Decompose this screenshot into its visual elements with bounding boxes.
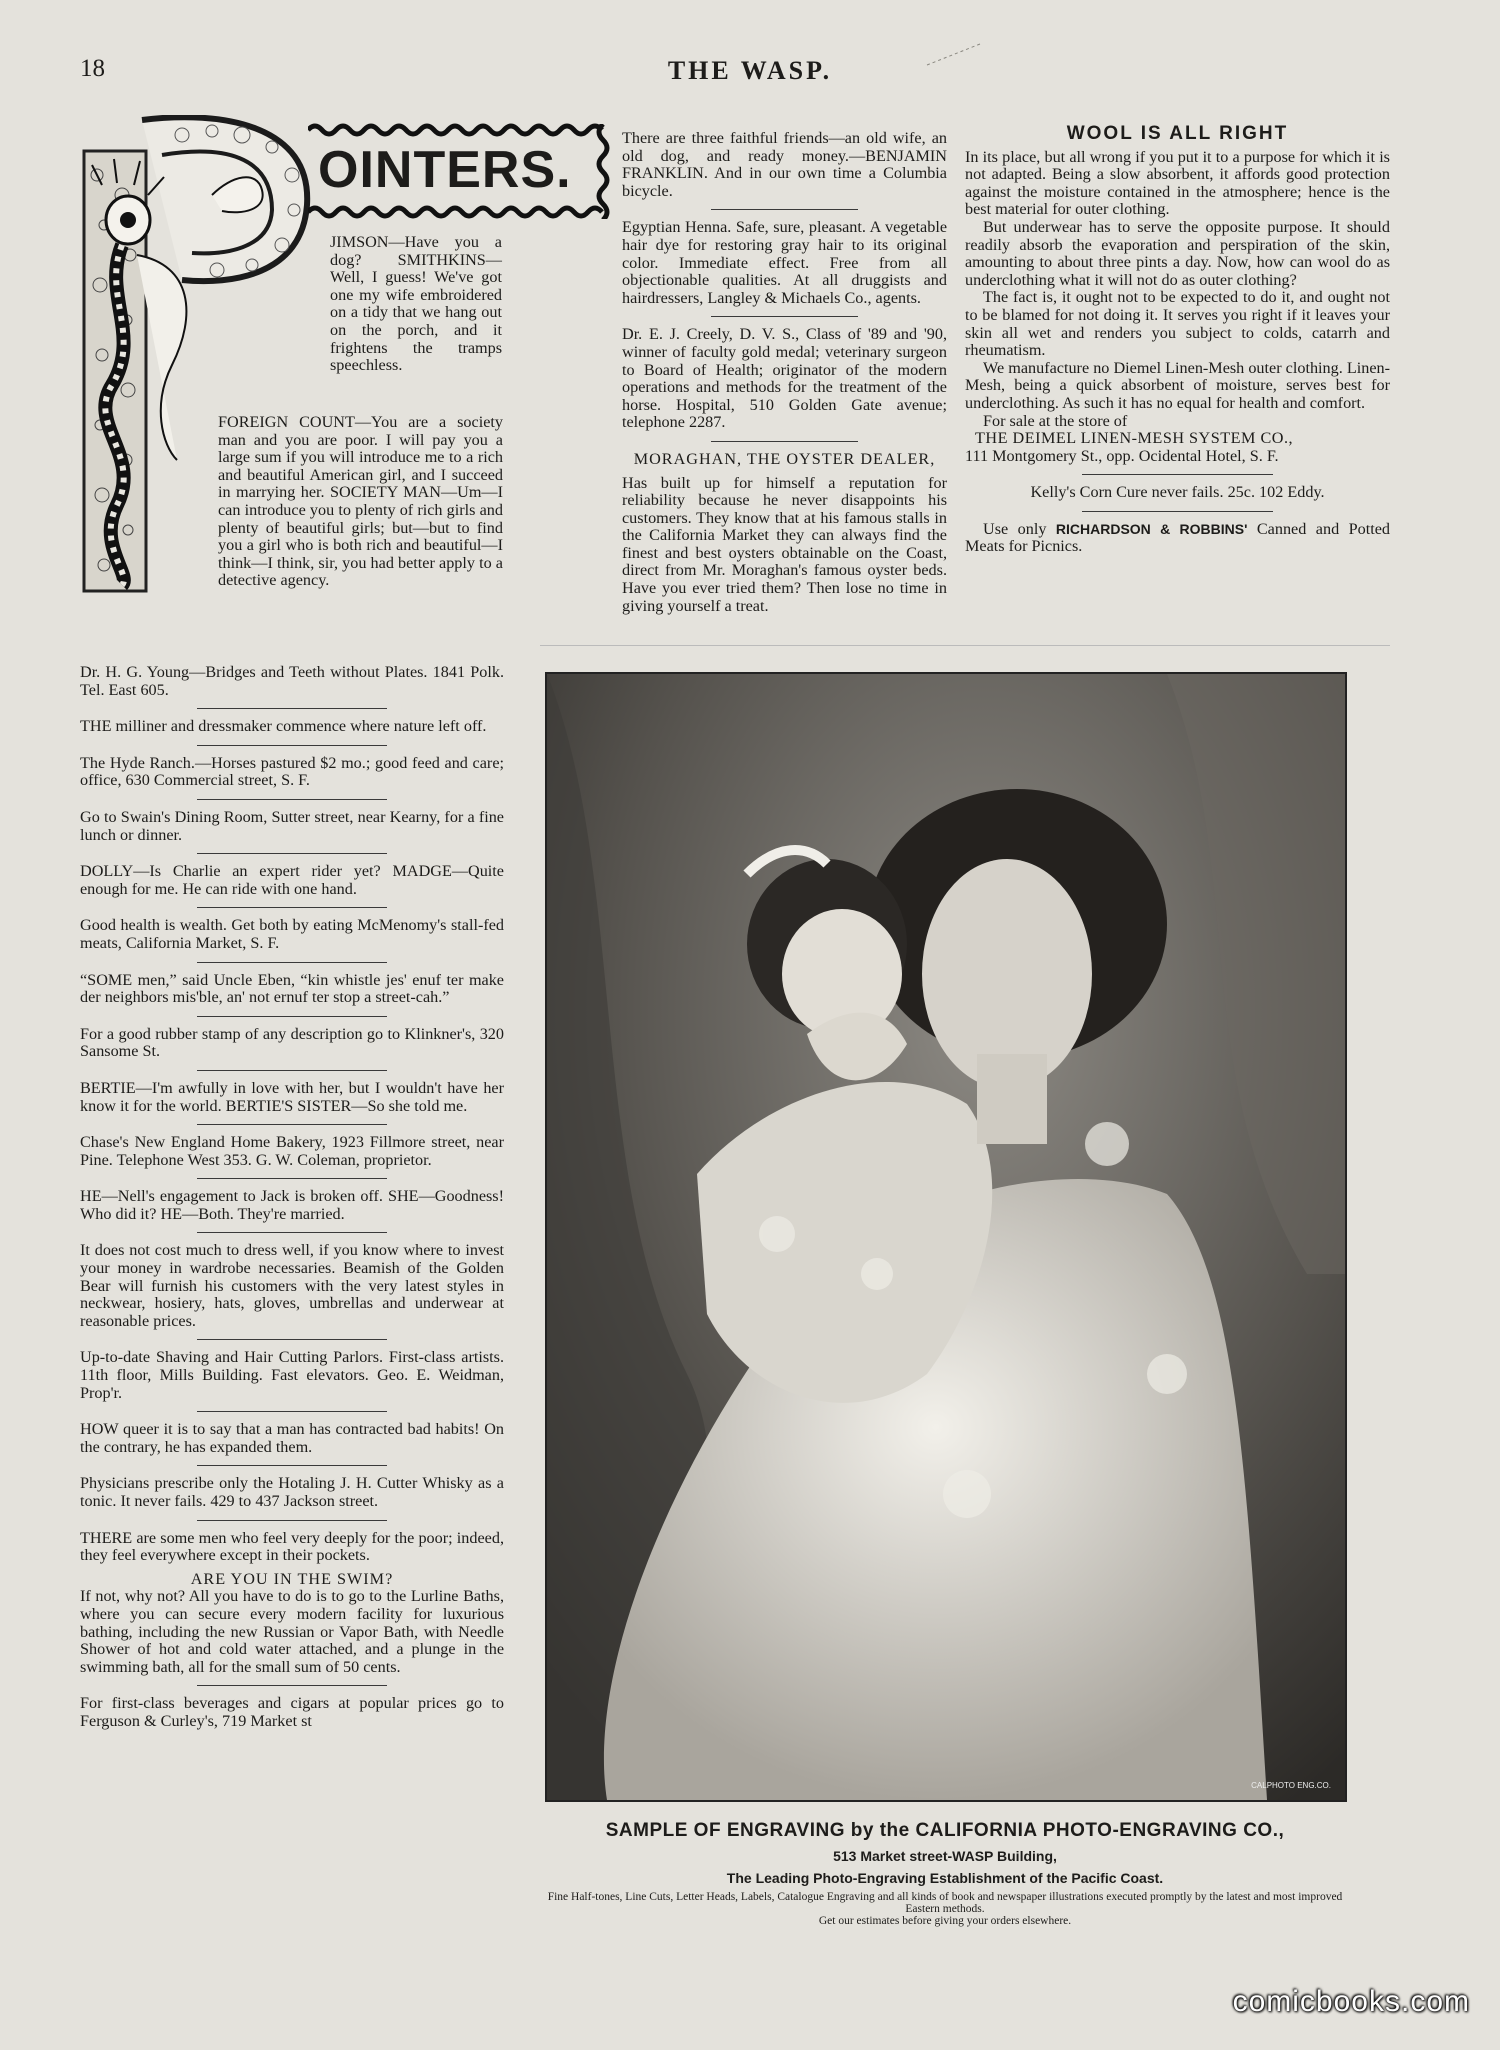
list-item: Go to Swain's Dining Room, Sutter street, near Kearny, for a fine lunch or dinner. bbox=[80, 807, 504, 844]
list-item: Good health is wealth. Get both by eating McMenomy's stall-fed meats, California Market, S. F. bbox=[80, 916, 504, 952]
friends-quote: There are three faithful friends—an old wife, an old dog, and ready money.—BENJAMIN FRANKLIN. And in our own time a Columbia bicycle. bbox=[622, 129, 947, 200]
left-column bbox=[80, 664, 504, 1731]
wave-border-side bbox=[594, 124, 612, 219]
divider bbox=[197, 1124, 388, 1125]
moraghan-heading: MORAGHAN, THE OYSTER DEALER, bbox=[633, 449, 936, 468]
list-item: THE milliner and dressmaker commence where nature left off. bbox=[80, 717, 487, 736]
divider bbox=[197, 1070, 388, 1071]
divider bbox=[197, 907, 388, 908]
wool-paragraph: In its place, but all wrong if you put it to a purpose for which it is not adapted. Being a slow absorbent, it affords good protection against the moisture contained in the atmosphere; hence is the best material for outer clothing. bbox=[965, 147, 1390, 219]
middle-column bbox=[622, 130, 947, 615]
wool-paragraph: But underwear has to serve the opposite purpose. It should readily absorb the evaporation and perspiration of the skin, amounting to about three pints a day. Now, how can wool do as underclothing what it will not do as outer clothing? bbox=[965, 217, 1390, 289]
divider bbox=[197, 1016, 388, 1017]
watermark: comicbooks.com bbox=[1232, 1985, 1470, 2018]
pointers-title-block bbox=[318, 128, 608, 200]
engraving-ad-address: 513 Market street-WASP Building, bbox=[833, 1848, 1057, 1864]
richardson-post: Canned and Potted Meats for Picnics. bbox=[965, 519, 1390, 556]
divider bbox=[197, 853, 388, 854]
divider bbox=[197, 745, 388, 746]
wool-heading: WOOL IS ALL RIGHT bbox=[1066, 123, 1289, 144]
list-item: HE—Nell's engagement to Jack is broken off. SHE—Goodness! Who did it? HE—Both. They're married. bbox=[80, 1187, 504, 1223]
divider bbox=[197, 1520, 388, 1521]
wave-border-top bbox=[308, 120, 608, 140]
divider bbox=[197, 962, 388, 963]
list-item: The Hyde Ranch.—Horses pastured $2 mo.; good feed and care; office, 630 Commercial street, S. F. bbox=[80, 753, 504, 790]
divider bbox=[197, 1232, 388, 1233]
swim-heading: ARE YOU IN THE SWIM? bbox=[190, 1569, 394, 1588]
list-item: For a good rubber stamp of any description go to Klinkner's, 320 Sansome St. bbox=[80, 1024, 504, 1061]
engraving-ad-estimates: Get our estimates before giving your orders elsewhere. bbox=[818, 1915, 1072, 1927]
ink-smudge bbox=[925, 40, 985, 70]
wave-border-bottom bbox=[308, 202, 608, 222]
jimson-joke: JIMSON—Have you a dog? SMITHKINS—Well, I guess! We've got one my wife embroidered on a tidy that we hang out on the porch, and it frightens the tramps speechless. bbox=[330, 233, 502, 375]
divider bbox=[197, 1178, 388, 1179]
right-column bbox=[965, 125, 1390, 556]
page-number: 18 bbox=[80, 55, 105, 82]
richardson-pre: Use only bbox=[983, 519, 1047, 538]
wool-paragraph: For sale at the store of bbox=[983, 411, 1128, 430]
masthead-title: THE WASP. bbox=[667, 56, 833, 85]
engraving-ad bbox=[545, 1820, 1345, 1927]
divider bbox=[197, 1465, 388, 1466]
divider bbox=[197, 1685, 388, 1686]
henna-ad: Egyptian Henna. Safe, sure, pleasant. A vegetable hair dye for restoring gray hair to its original color. Immediate effect. Free from all objectionable qualities. At all druggists and hairdressers, Langley & Michaels Co., agents. bbox=[622, 218, 947, 307]
divider bbox=[711, 209, 857, 210]
richardson-brand: RICHARDSON & ROBBINS' bbox=[1055, 520, 1248, 537]
ferguson-ad: For first-class beverages and cigars at popular prices go to Ferguson & Curley's, 719 Market st bbox=[80, 1694, 504, 1730]
section-divider bbox=[540, 645, 1390, 646]
divider bbox=[197, 708, 388, 709]
list-item: Dr. H. G. Young—Bridges and Teeth without Plates. 1841 Polk. Tel. East 605. bbox=[80, 663, 504, 699]
list-item: It does not cost much to dress well, if you know where to invest your money in wardrobe necessaries. Beamish of the Golden Bear will furnish his customers with the very latest styles in neckwear, hosiery, hats, gloves, umbrellas and underwear at reasonable prices. bbox=[80, 1241, 504, 1330]
kelly-ad: Kelly's Corn Cure never fails. 25c. 102 Eddy. bbox=[1030, 483, 1325, 502]
foreign-count-joke: FOREIGN COUNT—You are a society man and you are poor. I will pay you a large sum if you will introduce me to a rich and beautiful American girl, and I succeed in marrying her. SOCIETY MAN—Um—I can introduce you to plenty of rich girls and plenty of beautiful girls; but—but to find you a girl who is both rich and beautiful—I think—I think, sir, you had better apply to a detective agency. bbox=[218, 413, 503, 590]
engraving-ad-tagline: The Leading Photo-Engraving Establishment of the Pacific Coast. bbox=[726, 1870, 1164, 1886]
list-item: HOW queer it is to say that a man has contracted bad habits! On the contrary, he has expanded them. bbox=[80, 1420, 504, 1456]
wool-paragraph: We manufacture no Diemel Linen-Mesh outer clothing. Linen-Mesh, being a quick absorbent of moisture, serves best for underclothing. As such it has no equal for health and comfort. bbox=[965, 358, 1390, 412]
moraghan-body: Has built up for himself a reputation for reliability because he never disappoints his customers. They know that at his famous stalls in the California Market they can always find the finest and best oysters obtainable on the Coast, direct from Mr. Moraghan's famous oyster beds. Have you ever tried them? Then lose no time in giving yourself a treat. bbox=[622, 473, 947, 615]
creely-ad: Dr. E. J. Creely, D. V. S., Class of '89 and '90, winner of faculty gold medal; veterinary surgeon to Board of Health; originator of the modern operations and methods for the treatment of the horse. Hospital, 510 Golden Gate avenue; telephone 2287. bbox=[622, 325, 947, 432]
divider bbox=[197, 1339, 388, 1340]
divider bbox=[1082, 511, 1273, 512]
engraving-photo bbox=[545, 672, 1347, 1802]
divider bbox=[1082, 474, 1273, 475]
swim-body: If not, why not? All you have to do is to go to the Lurline Baths, where you can secure every modern facility for luxurious bathing, including the new Russian or Vapor Bath, with Needle Shower of hot and cold water attached, and a plunge in the swimming bath, all for the small sum of 50 cents. bbox=[80, 1587, 504, 1676]
deimel-address: 111 Montgomery St., opp. Ocidental Hotel, S. F. bbox=[965, 446, 1279, 465]
engraving-ad-services: Fine Half-tones, Line Cuts, Letter Heads, Labels, Catalogue Engraving and all kinds of book and newspaper illustrations executed promptly by the latest and most improved Eastern methods. bbox=[547, 1891, 1343, 1915]
divider bbox=[197, 1411, 388, 1412]
list-item: DOLLY—Is Charlie an expert rider yet? MADGE—Quite enough for me. He can ride with one hand. bbox=[80, 862, 504, 898]
divider bbox=[711, 441, 857, 442]
photo-credit: CALPHOTO ENG.CO. bbox=[1251, 1781, 1331, 1790]
richardson-ad bbox=[965, 521, 1390, 556]
list-item: BERTIE—I'm awfully in love with her, but I wouldn't have her know it for the world. BERTIE'S SISTER—So she told me. bbox=[80, 1078, 504, 1115]
list-item: “SOME men,” said Uncle Eben, “kin whistle jes' enuf ter make der neighbors mis'ble, an' not ernuf ter stop a street-cah.” bbox=[80, 970, 504, 1007]
foreign-count-joke-top bbox=[218, 414, 503, 590]
divider bbox=[711, 316, 857, 317]
wool-paragraph: The fact is, it ought not to be expected to do it, and ought not to be blamed for not doing it. It serves you right if it leaves your skin all wet and renders you subject to colds, catarrh and rheumatism. bbox=[965, 288, 1390, 360]
pointers-title: OINTERS. bbox=[318, 141, 572, 199]
list-item: Chase's New England Home Bakery, 1923 Fillmore street, near Pine. Telephone West 353. G. W. Coleman, proprietor. bbox=[80, 1133, 504, 1169]
engraving-ad-title: SAMPLE OF ENGRAVING by the CALIFORNIA PHOTO-ENGRAVING CO., bbox=[605, 1820, 1285, 1841]
divider bbox=[197, 799, 388, 800]
deimel-company: THE DEIMEL LINEN-MESH SYSTEM CO., bbox=[975, 429, 1294, 448]
list-item: Physicians prescribe only the Hotaling J. H. Cutter Whisky as a tonic. It never fails. 429 to 437 Jackson street. bbox=[80, 1474, 504, 1510]
list-item: Up-to-date Shaving and Hair Cutting Parlors. First-class artists. 11th floor, Mills Building. Fast elevators. Geo. E. Weidman, Prop'r. bbox=[80, 1348, 504, 1402]
list-item: THERE are some men who feel very deeply for the poor; indeed, they feel everywhere except in their pockets. bbox=[80, 1528, 504, 1565]
